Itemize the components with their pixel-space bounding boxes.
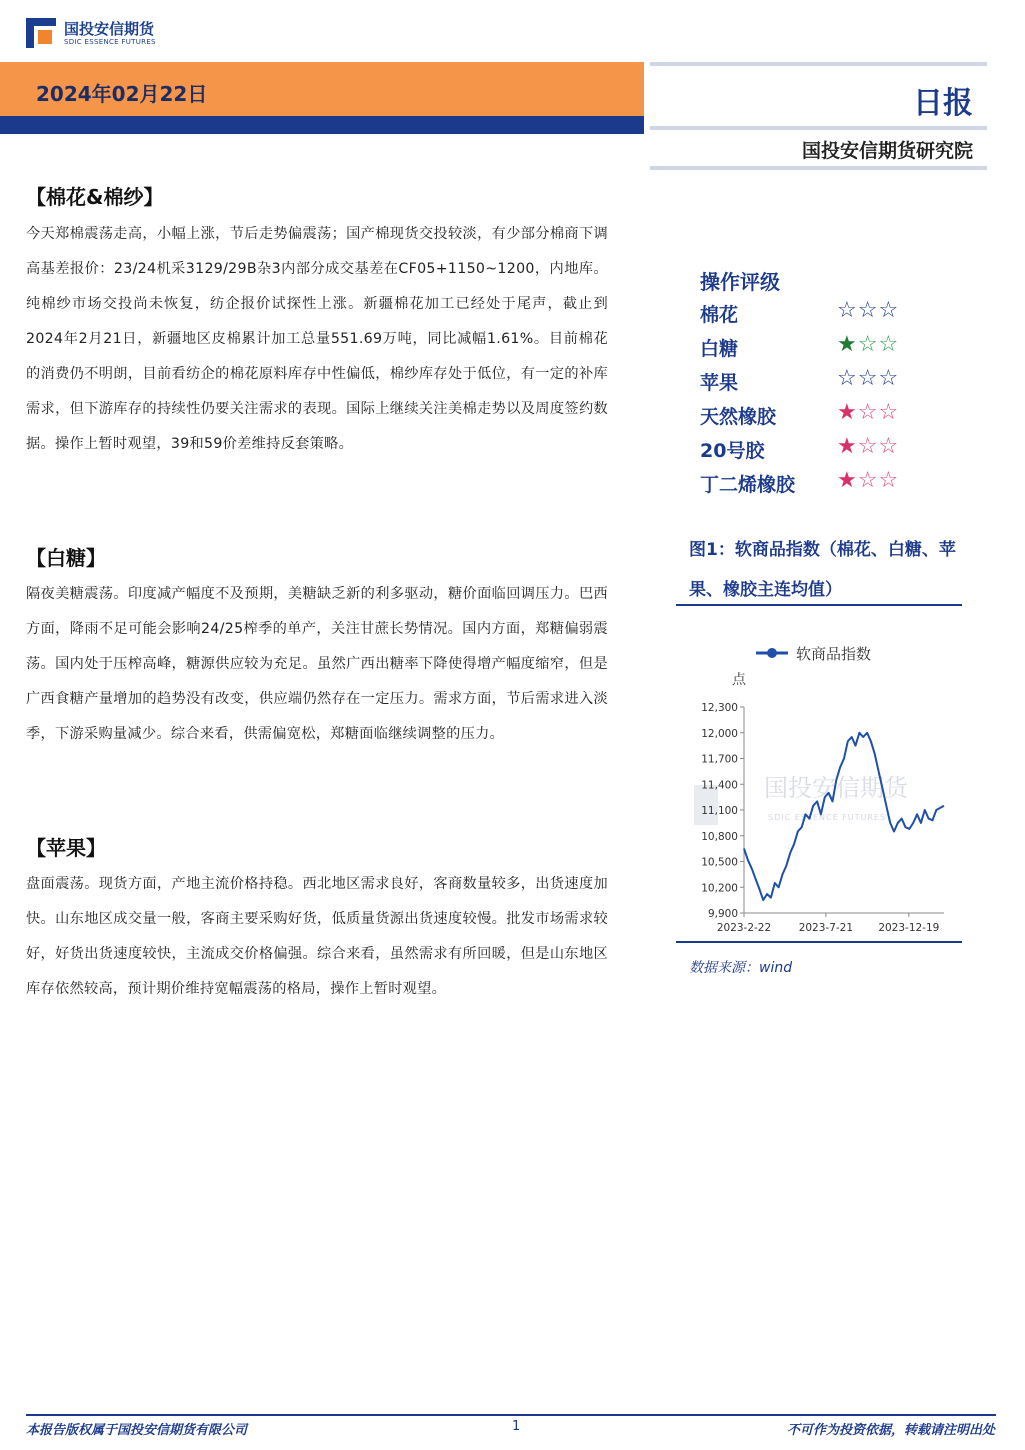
- star-outline-icon: ☆: [857, 468, 879, 493]
- section-title-apple: 【苹果】: [26, 836, 106, 860]
- y-tick-label: 12,000: [701, 727, 738, 740]
- rating-stars: [837, 366, 899, 391]
- star-filled-icon: ★: [837, 332, 858, 357]
- rating-stars: [837, 434, 899, 459]
- header-divider-top: [650, 62, 987, 66]
- rating-row: [700, 368, 920, 398]
- figure-rule-top: [676, 604, 962, 606]
- rating-row: [700, 334, 920, 364]
- star-outline-icon: ☆: [857, 298, 879, 323]
- logo-mark-icon: [26, 18, 56, 48]
- header-blue-band: [0, 116, 644, 134]
- star-filled-icon: ★: [837, 468, 858, 493]
- figure-title: 图1：软商品指数（棉花、白糖、苹果、橡胶主连均值）: [689, 540, 956, 600]
- x-tick-label: 2023-2-22: [716, 922, 772, 934]
- y-tick-label: 10,200: [701, 882, 738, 895]
- star-outline-icon: ☆: [857, 332, 879, 357]
- section-title-sugar: 【白糖】: [26, 546, 106, 570]
- star-outline-icon: ☆: [837, 298, 858, 323]
- header-divider-mid: [650, 126, 987, 130]
- figure-rule-bottom: [676, 941, 962, 943]
- star-outline-icon: ☆: [857, 400, 879, 425]
- rating-title: 操作评级: [700, 270, 780, 294]
- star-filled-icon: ★: [837, 400, 858, 425]
- y-tick-label: 12,300: [701, 702, 738, 714]
- star-outline-icon: ☆: [837, 366, 858, 391]
- legend-label: 软商品指数: [796, 645, 872, 663]
- section-text-sugar: 隔夜美糖震荡。印度减产幅度不及预期，美糖缺乏新的利多驱动，糖价面临回调压力。巴西方面，降雨不足可能会影响24/25榨季的单产，关注甘蔗长势情况。国内方面，郑糖偏弱震荡。国内处于压榨高峰，糖源供应较为充足。虽然广西出糖率下降使得增产幅度缩窄，但是广西食糖产量增加的趋势没有改变，供应端仍然存在一定压力。需求方面，节后需求进入淡季，下游采购量减少。综合来看，供需偏宽松，郑糖面临继续调整的压力。: [26, 586, 608, 742]
- y-axis-unit: 点: [732, 672, 746, 688]
- rating-stars: [837, 400, 899, 425]
- rating-row: [700, 402, 920, 432]
- y-tick-label: 9,900: [707, 908, 738, 920]
- footer-divider: [26, 1414, 996, 1416]
- star-outline-icon: ☆: [857, 366, 879, 391]
- rating-item-name: 天然橡胶: [700, 406, 777, 428]
- y-tick-label: 10,500: [701, 856, 738, 869]
- star-outline-icon: ☆: [878, 366, 900, 391]
- rating-item-name: 丁二烯橡胶: [700, 474, 796, 496]
- x-tick-label: 2023-7-21: [798, 922, 854, 934]
- star-outline-icon: ☆: [857, 434, 879, 459]
- rating-row: [700, 300, 920, 330]
- report-date: 2024年02月22日: [36, 82, 208, 106]
- y-tick-label: 10,800: [701, 830, 738, 843]
- chart-watermark: 国投安信期货: [764, 774, 908, 802]
- section-title-cotton: 【棉花&棉纱】: [26, 185, 164, 209]
- footer-disclaimer: 不可作为投资依据，转载请注明出处: [786, 1423, 995, 1438]
- chart-watermark-en: SDIC ESSENCE FUTURES: [768, 813, 887, 822]
- logo-name-cn: 国投安信期货: [64, 20, 155, 38]
- star-outline-icon: ☆: [878, 468, 900, 493]
- star-filled-icon: ★: [837, 434, 858, 459]
- rating-stars: [837, 298, 899, 323]
- report-type: 日报: [913, 86, 973, 121]
- rating-stars: [837, 468, 899, 493]
- y-tick-label: 11,400: [701, 779, 738, 792]
- section-text-apple: 盘面震荡。现货方面，产地主流价格持稳。西北地区需求良好，客商数量较多，出货速度加快。山东地区成交量一般，客商主要采购好货，低质量货源出货速度较慢。批发市场需求较好，好货出货速度较快，主流成交价格偏强。综合来看，虽然需求有所回暖，但是山东地区库存依然较高，预计期价维持宽幅震荡的格局，操作上暂时观望。: [26, 876, 608, 997]
- rating-row: [700, 436, 920, 466]
- legend-marker: [767, 648, 777, 658]
- rating-item-name: 20号胶: [700, 440, 765, 462]
- rating-item-name: 苹果: [700, 372, 739, 394]
- rating-stars: [837, 332, 899, 357]
- star-outline-icon: ☆: [878, 400, 900, 425]
- star-outline-icon: ☆: [878, 298, 900, 323]
- section-text-cotton: 今天郑棉震荡走高，小幅上涨，节后走势偏震荡；国产棉现货交投较淡，有少部分棉商下调高基差报价：23/24机采3129/29B杂3内部分成交基差在CF05+1150~1200，内地库。纯棉纱市场交投尚未恢复，纺企报价试探性上涨。新疆棉花加工已经处于尾声，截止到2024年2月21日，新疆地区皮棉累计加工总量551.69万吨，同比减幅1.61%。目前棉花的消费仍不明朗，目前看纺企的棉花原料库存中性偏低，棉纱库存处于低位，有一定的补库需求，但下游库存的持续性仍要关注需求的表现。国际上继续关注美棉走势以及周度签约数据。操作上暂时观望，39和59价差维持反套策略。: [26, 226, 608, 452]
- logo-name-en: SDIC ESSENCE FUTURES: [64, 38, 156, 46]
- x-tick-label: 2023-12-19: [878, 922, 940, 934]
- rating-item-name: 白糖: [700, 338, 739, 360]
- header-divider-bottom: [650, 166, 987, 170]
- star-outline-icon: ☆: [878, 434, 900, 459]
- star-outline-icon: ☆: [878, 332, 900, 357]
- company-logo: [26, 16, 166, 52]
- soft-commodity-index-chart: [676, 630, 966, 940]
- figure-source: 数据来源：wind: [689, 960, 793, 976]
- footer-copyright: 本报告版权属于国投安信期货有限公司: [26, 1423, 248, 1438]
- rating-row: [700, 470, 920, 500]
- y-tick-label: 11,700: [701, 753, 738, 766]
- page-number: 1: [512, 1419, 521, 1434]
- y-tick-label: 11,100: [701, 805, 738, 817]
- rating-item-name: 棉花: [700, 304, 739, 326]
- institute-name: 国投安信期货研究院: [801, 140, 973, 162]
